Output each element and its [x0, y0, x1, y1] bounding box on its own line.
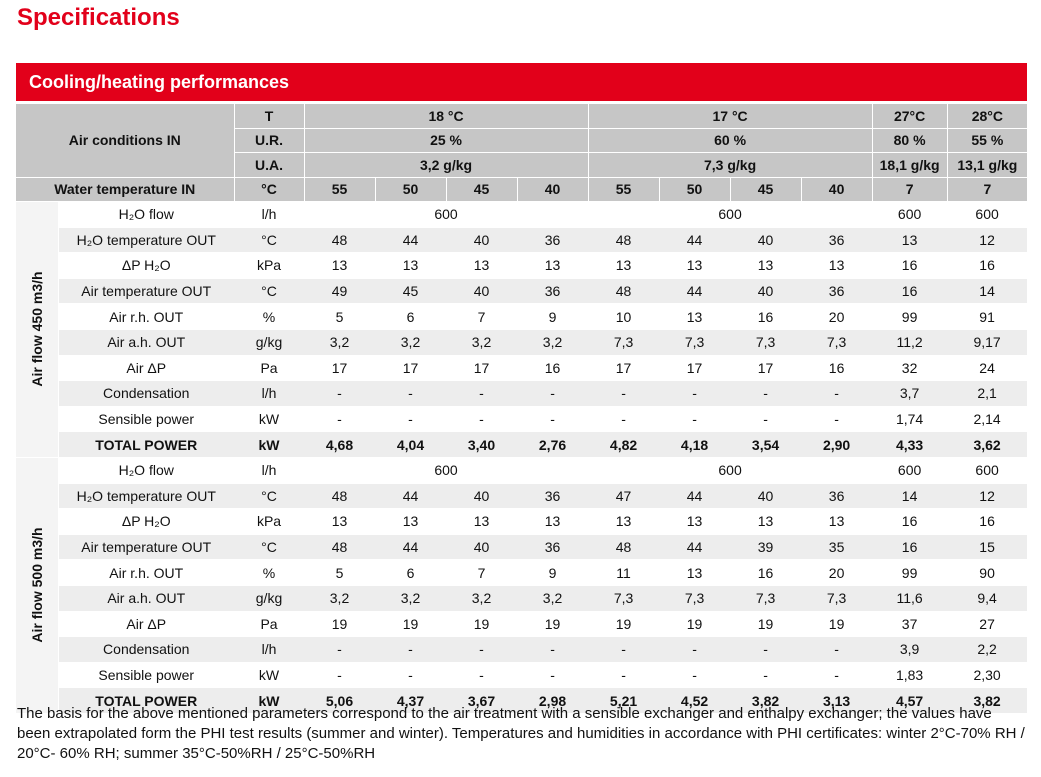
- air-flow-label-text: Air flow 500 m3/h: [28, 527, 45, 643]
- table-row: [16, 483, 1027, 509]
- value-cell: 4,52: [659, 688, 730, 714]
- value-cell: -: [304, 406, 375, 432]
- value-cell: 600: [872, 457, 947, 483]
- parameter-name: H₂O flow: [58, 202, 234, 228]
- table-row: [16, 202, 1027, 228]
- group-3-relative-humidity: 80 %: [872, 128, 947, 153]
- value-cell: 11,2: [872, 329, 947, 355]
- water-temp-cell: 7: [872, 177, 947, 202]
- table-row: [16, 662, 1027, 688]
- value-cell: 17: [659, 355, 730, 381]
- value-cell: 17: [446, 355, 517, 381]
- value-cell: 32: [872, 355, 947, 381]
- value-cell: 600: [304, 457, 588, 483]
- value-cell: -: [730, 662, 801, 688]
- value-cell: 3,2: [517, 585, 588, 611]
- water-temp-cell: 7: [947, 177, 1027, 202]
- parameter-unit: g/kg: [234, 585, 304, 611]
- value-cell: 1,83: [872, 662, 947, 688]
- value-cell: -: [659, 381, 730, 407]
- value-cell: 40: [446, 227, 517, 253]
- value-cell: 40: [730, 278, 801, 304]
- value-cell: 13: [588, 509, 659, 535]
- value-cell: -: [517, 406, 588, 432]
- parameter-unit: %: [234, 304, 304, 330]
- value-cell: 44: [659, 483, 730, 509]
- value-cell: 19: [304, 611, 375, 637]
- value-cell: 4,33: [872, 432, 947, 458]
- parameter-unit: %: [234, 560, 304, 586]
- value-cell: -: [588, 406, 659, 432]
- value-cell: -: [801, 381, 872, 407]
- value-cell: 600: [588, 202, 872, 228]
- parameter-unit: l/h: [234, 637, 304, 663]
- value-cell: 6: [375, 560, 446, 586]
- value-cell: 12: [947, 483, 1027, 509]
- water-temp-cell: 40: [517, 177, 588, 202]
- parameter-name: Sensible power: [58, 662, 234, 688]
- value-cell: 2,98: [517, 688, 588, 714]
- value-cell: 19: [517, 611, 588, 637]
- value-cell: -: [446, 406, 517, 432]
- value-cell: 9: [517, 304, 588, 330]
- water-temp-cell: 50: [375, 177, 446, 202]
- parameter-unit: l/h: [234, 457, 304, 483]
- value-cell: 44: [659, 227, 730, 253]
- air-flow-label-text: Air flow 450 m3/h: [28, 271, 45, 388]
- value-cell: 13: [872, 227, 947, 253]
- group-4-absolute-humidity: 13,1 g/kg: [947, 153, 1027, 178]
- parameter-name: Air temperature OUT: [58, 278, 234, 304]
- value-cell: 6: [375, 304, 446, 330]
- value-cell: 7: [446, 560, 517, 586]
- value-cell: 16: [872, 509, 947, 535]
- value-cell: 600: [304, 202, 588, 228]
- value-cell: 7,3: [801, 329, 872, 355]
- value-cell: 7,3: [659, 585, 730, 611]
- parameter-name: Air r.h. OUT: [58, 560, 234, 586]
- group-2-relative-humidity: 60 %: [588, 128, 872, 153]
- water-temperature-row: [16, 177, 1027, 202]
- parameter-unit: kW: [234, 662, 304, 688]
- value-cell: -: [446, 637, 517, 663]
- value-cell: 47: [588, 483, 659, 509]
- value-cell: 4,82: [588, 432, 659, 458]
- value-cell: 7: [446, 304, 517, 330]
- group-3-absolute-humidity: 18,1 g/kg: [872, 153, 947, 178]
- value-cell: -: [517, 637, 588, 663]
- value-cell: 7,3: [730, 329, 801, 355]
- value-cell: 3,2: [446, 329, 517, 355]
- water-temp-cell: 55: [304, 177, 375, 202]
- value-cell: 7,3: [588, 585, 659, 611]
- value-cell: 13: [446, 253, 517, 279]
- value-cell: 44: [375, 534, 446, 560]
- value-cell: 600: [588, 457, 872, 483]
- parameter-unit: kW: [234, 688, 304, 714]
- parameter-unit: l/h: [234, 381, 304, 407]
- value-cell: 13: [801, 253, 872, 279]
- table-row: [16, 534, 1027, 560]
- parameter-unit: l/h: [234, 202, 304, 228]
- value-cell: 24: [947, 355, 1027, 381]
- value-cell: 13: [304, 509, 375, 535]
- group-4-temperature: 28°C: [947, 104, 1027, 128]
- value-cell: 13: [588, 253, 659, 279]
- value-cell: 13: [304, 253, 375, 279]
- parameter-name: ΔP H₂O: [58, 509, 234, 535]
- param-label-ua: U.A.: [234, 153, 304, 178]
- parameter-unit: °C: [234, 227, 304, 253]
- value-cell: 13: [517, 253, 588, 279]
- group-4-relative-humidity: 55 %: [947, 128, 1027, 153]
- value-cell: 17: [304, 355, 375, 381]
- value-cell: 35: [801, 534, 872, 560]
- value-cell: -: [304, 662, 375, 688]
- value-cell: 48: [304, 227, 375, 253]
- table-row: [16, 457, 1027, 483]
- value-cell: 7,3: [588, 329, 659, 355]
- value-cell: 16: [872, 278, 947, 304]
- total-power-row: [16, 432, 1027, 458]
- value-cell: 13: [659, 560, 730, 586]
- value-cell: 37: [872, 611, 947, 637]
- value-cell: 13: [446, 509, 517, 535]
- parameter-unit: g/kg: [234, 329, 304, 355]
- value-cell: 3,13: [801, 688, 872, 714]
- value-cell: 4,57: [872, 688, 947, 714]
- value-cell: 13: [730, 509, 801, 535]
- value-cell: 2,76: [517, 432, 588, 458]
- value-cell: -: [801, 637, 872, 663]
- value-cell: 16: [872, 253, 947, 279]
- value-cell: -: [730, 637, 801, 663]
- parameter-unit: kPa: [234, 509, 304, 535]
- value-cell: 3,2: [304, 585, 375, 611]
- air-conditions-label: Air conditions IN: [16, 104, 234, 177]
- value-cell: 16: [947, 509, 1027, 535]
- value-cell: 48: [588, 278, 659, 304]
- value-cell: -: [375, 381, 446, 407]
- param-label-t: T: [234, 104, 304, 128]
- value-cell: 27: [947, 611, 1027, 637]
- value-cell: 2,90: [801, 432, 872, 458]
- value-cell: -: [446, 662, 517, 688]
- value-cell: 19: [588, 611, 659, 637]
- value-cell: 19: [801, 611, 872, 637]
- value-cell: 36: [801, 278, 872, 304]
- value-cell: -: [659, 637, 730, 663]
- value-cell: 16: [947, 253, 1027, 279]
- value-cell: -: [588, 662, 659, 688]
- value-cell: 17: [588, 355, 659, 381]
- param-label-ur: U.R.: [234, 128, 304, 153]
- value-cell: 4,37: [375, 688, 446, 714]
- value-cell: 13: [659, 509, 730, 535]
- value-cell: 11,6: [872, 585, 947, 611]
- value-cell: 600: [947, 457, 1027, 483]
- value-cell: 5: [304, 560, 375, 586]
- value-cell: 48: [588, 227, 659, 253]
- water-temp-cell: 45: [446, 177, 517, 202]
- value-cell: -: [730, 381, 801, 407]
- value-cell: 10: [588, 304, 659, 330]
- table-row: [16, 304, 1027, 330]
- footnote: The basis for the above mentioned parameters correspond to the air treatment with a sensible exchanger and enthalpy exchanger; the values have been extrapolated form the PHI test results (summer and winter). Temperatures and humidities in accordance with PHI certificates: winter 2°C-70% RH / 20°C- 60% RH; summer 35°C-50%RH / 25°C-50%RH: [17, 705, 1025, 762]
- table-row: [16, 227, 1027, 253]
- value-cell: 1,74: [872, 406, 947, 432]
- value-cell: 99: [872, 560, 947, 586]
- parameter-name: Air r.h. OUT: [58, 304, 234, 330]
- value-cell: 16: [730, 304, 801, 330]
- value-cell: 48: [588, 534, 659, 560]
- parameter-unit: °C: [234, 278, 304, 304]
- value-cell: 13: [659, 304, 730, 330]
- value-cell: 19: [446, 611, 517, 637]
- value-cell: -: [375, 637, 446, 663]
- parameter-name: Air a.h. OUT: [58, 329, 234, 355]
- water-temp-cell: 45: [730, 177, 801, 202]
- air-flow-section-label: [16, 202, 58, 458]
- table-row: [16, 253, 1027, 279]
- value-cell: 2,30: [947, 662, 1027, 688]
- value-cell: 9,17: [947, 329, 1027, 355]
- value-cell: 36: [517, 483, 588, 509]
- value-cell: 17: [375, 355, 446, 381]
- value-cell: -: [588, 637, 659, 663]
- value-cell: 14: [947, 278, 1027, 304]
- value-cell: 3,67: [446, 688, 517, 714]
- parameter-name: Air ΔP: [58, 355, 234, 381]
- value-cell: 40: [446, 534, 517, 560]
- water-temperature-unit: °C: [234, 177, 304, 202]
- value-cell: 3,2: [517, 329, 588, 355]
- value-cell: -: [801, 662, 872, 688]
- value-cell: 19: [659, 611, 730, 637]
- value-cell: 7,3: [730, 585, 801, 611]
- value-cell: 3,82: [730, 688, 801, 714]
- parameter-unit: °C: [234, 483, 304, 509]
- value-cell: 16: [730, 560, 801, 586]
- value-cell: 3,2: [304, 329, 375, 355]
- value-cell: 4,04: [375, 432, 446, 458]
- table-row: [16, 611, 1027, 637]
- value-cell: 2,1: [947, 381, 1027, 407]
- value-cell: 44: [659, 534, 730, 560]
- section-title-band: Cooling/heating performances: [16, 63, 1027, 101]
- parameter-name: H₂O temperature OUT: [58, 483, 234, 509]
- parameter-name: TOTAL POWER: [58, 688, 234, 714]
- value-cell: -: [304, 381, 375, 407]
- value-cell: 17: [730, 355, 801, 381]
- value-cell: 5,06: [304, 688, 375, 714]
- value-cell: 3,62: [947, 432, 1027, 458]
- value-cell: 90: [947, 560, 1027, 586]
- value-cell: 20: [801, 560, 872, 586]
- water-temp-cell: 55: [588, 177, 659, 202]
- air-flow-section-label: [16, 457, 58, 713]
- value-cell: 36: [801, 483, 872, 509]
- value-cell: -: [375, 662, 446, 688]
- value-cell: 2,2: [947, 637, 1027, 663]
- group-2-temperature: 17 °C: [588, 104, 872, 128]
- water-temp-cell: 50: [659, 177, 730, 202]
- value-cell: 7,3: [659, 329, 730, 355]
- value-cell: 3,2: [375, 585, 446, 611]
- table-row: [16, 406, 1027, 432]
- value-cell: 16: [872, 534, 947, 560]
- parameter-unit: kW: [234, 432, 304, 458]
- value-cell: 14: [872, 483, 947, 509]
- value-cell: 44: [375, 483, 446, 509]
- value-cell: -: [304, 637, 375, 663]
- group-1-relative-humidity: 25 %: [304, 128, 588, 153]
- value-cell: 3,54: [730, 432, 801, 458]
- parameter-unit: kW: [234, 406, 304, 432]
- table-row: [16, 381, 1027, 407]
- value-cell: 3,82: [947, 688, 1027, 714]
- value-cell: 13: [659, 253, 730, 279]
- parameter-name: H₂O flow: [58, 457, 234, 483]
- value-cell: 16: [517, 355, 588, 381]
- parameter-name: Air ΔP: [58, 611, 234, 637]
- table-row: [16, 560, 1027, 586]
- value-cell: 3,2: [375, 329, 446, 355]
- value-cell: 45: [375, 278, 446, 304]
- value-cell: 13: [517, 509, 588, 535]
- value-cell: 44: [375, 227, 446, 253]
- value-cell: 36: [517, 227, 588, 253]
- value-cell: 48: [304, 534, 375, 560]
- parameter-name: Air a.h. OUT: [58, 585, 234, 611]
- parameter-name: Sensible power: [58, 406, 234, 432]
- value-cell: -: [659, 406, 730, 432]
- parameter-name: Condensation: [58, 381, 234, 407]
- value-cell: -: [517, 381, 588, 407]
- value-cell: 44: [659, 278, 730, 304]
- water-temperature-label: Water temperature IN: [16, 177, 234, 202]
- page-title: Specifications: [17, 4, 180, 31]
- group-1-absolute-humidity: 3,2 g/kg: [304, 153, 588, 178]
- value-cell: 39: [730, 534, 801, 560]
- parameter-unit: °C: [234, 534, 304, 560]
- value-cell: 2,14: [947, 406, 1027, 432]
- parameter-unit: kPa: [234, 253, 304, 279]
- value-cell: 49: [304, 278, 375, 304]
- group-3-temperature: 27°C: [872, 104, 947, 128]
- value-cell: 16: [801, 355, 872, 381]
- value-cell: 7,3: [801, 585, 872, 611]
- value-cell: 19: [375, 611, 446, 637]
- value-cell: -: [730, 406, 801, 432]
- value-cell: 36: [517, 278, 588, 304]
- parameter-name: Condensation: [58, 637, 234, 663]
- value-cell: -: [446, 381, 517, 407]
- value-cell: 19: [730, 611, 801, 637]
- parameter-unit: Pa: [234, 355, 304, 381]
- value-cell: 91: [947, 304, 1027, 330]
- table-row: [16, 278, 1027, 304]
- value-cell: 13: [801, 509, 872, 535]
- value-cell: 15: [947, 534, 1027, 560]
- value-cell: 11: [588, 560, 659, 586]
- parameter-name: ΔP H₂O: [58, 253, 234, 279]
- performance-table: [16, 104, 1027, 714]
- value-cell: 40: [730, 227, 801, 253]
- value-cell: 48: [304, 483, 375, 509]
- value-cell: 9: [517, 560, 588, 586]
- value-cell: 40: [446, 278, 517, 304]
- water-temp-cell: 40: [801, 177, 872, 202]
- group-2-absolute-humidity: 7,3 g/kg: [588, 153, 872, 178]
- parameter-name: H₂O temperature OUT: [58, 227, 234, 253]
- value-cell: 36: [517, 534, 588, 560]
- table-row: [16, 509, 1027, 535]
- value-cell: 9,4: [947, 585, 1027, 611]
- value-cell: -: [801, 406, 872, 432]
- value-cell: 600: [947, 202, 1027, 228]
- value-cell: 3,7: [872, 381, 947, 407]
- value-cell: -: [588, 381, 659, 407]
- group-1-temperature: 18 °C: [304, 104, 588, 128]
- parameter-unit: Pa: [234, 611, 304, 637]
- value-cell: 600: [872, 202, 947, 228]
- table-row: [16, 637, 1027, 663]
- value-cell: 99: [872, 304, 947, 330]
- table-row: [16, 355, 1027, 381]
- parameter-name: Air temperature OUT: [58, 534, 234, 560]
- value-cell: 5,21: [588, 688, 659, 714]
- value-cell: 3,2: [446, 585, 517, 611]
- value-cell: 13: [375, 253, 446, 279]
- table-row: [16, 585, 1027, 611]
- value-cell: 20: [801, 304, 872, 330]
- value-cell: -: [517, 662, 588, 688]
- header-row-temperature: [16, 104, 1027, 128]
- value-cell: 36: [801, 227, 872, 253]
- value-cell: 13: [375, 509, 446, 535]
- value-cell: -: [375, 406, 446, 432]
- value-cell: 40: [730, 483, 801, 509]
- parameter-name: TOTAL POWER: [58, 432, 234, 458]
- value-cell: 13: [730, 253, 801, 279]
- value-cell: 40: [446, 483, 517, 509]
- value-cell: 4,18: [659, 432, 730, 458]
- value-cell: 3,40: [446, 432, 517, 458]
- value-cell: -: [659, 662, 730, 688]
- value-cell: 3,9: [872, 637, 947, 663]
- value-cell: 12: [947, 227, 1027, 253]
- value-cell: 5: [304, 304, 375, 330]
- table-row: [16, 329, 1027, 355]
- value-cell: 4,68: [304, 432, 375, 458]
